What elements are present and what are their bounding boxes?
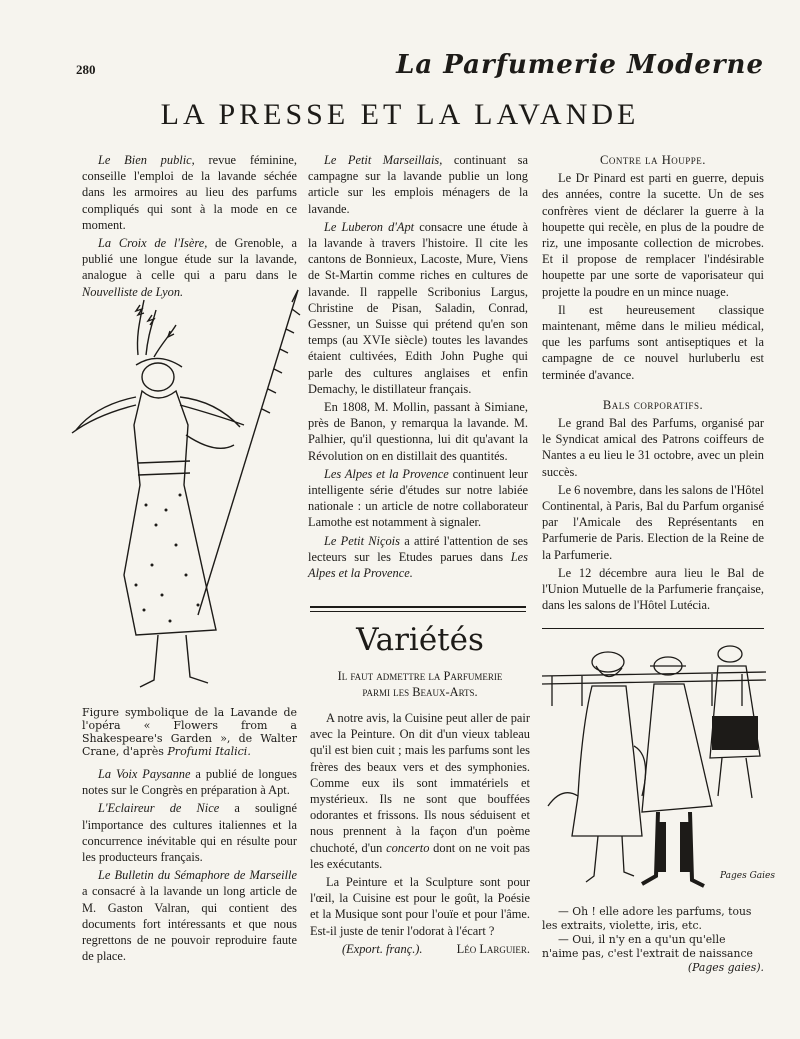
caption-line: — Oh ! elle adore les parfums, tous les extraits, violette, iris, etc. — [542, 905, 752, 932]
paragraph: Le grand Bal des Parfums, organisé par le Syndicat amical des Patrons coiffeurs de Nantes a eu lieu le 31 octobre, avec un plein succès. — [542, 416, 764, 479]
paragraph: Le Petit Marseillais, continuant sa campagne sur la lavande publie un long article sur les emplois ménagers de la lavande. — [308, 153, 528, 216]
caption-source: (Pages gaies). — [687, 961, 764, 974]
figure-caption: Figure symbolique de la Lavande de l'opéra « Flowers from a Shakespeare's Garden », de Walter Crane, d'après Profumi Italici. — [82, 706, 297, 758]
paragraph: La Peinture et la Sculpture sont pour l'œil, la Cuisine est pour le goût, la Poésie et la Musique sont pour l'ouïe et pour l'âme. Est-il juste de tenir l'odorat à l'écart ? — [310, 875, 530, 938]
page-number: 280 — [76, 62, 96, 77]
paragraph: Il est heureusement classique maintenant, même dans le milieu médical, que les parfums sont antiseptiques et la campagne de ce nouvel hurluberlu est terminée d'avance. — [542, 302, 764, 382]
paragraph: L'Eclaireur de Nice a souligné l'importance des cultures italiennes et la concurrence inévitable qui en résulte pour les producteurs français. — [82, 801, 298, 865]
section-heading: Contre la Houppe. — [600, 153, 706, 167]
cartoon-signature: Pages Gaies — [720, 871, 775, 881]
column-2-bottom — [310, 710, 530, 959]
double-rule-bottom — [310, 611, 526, 612]
paragraph: La Croix de l'Isère, de Grenoble, a publié une longue étude sur la lavande, analogue à celle qui a paru dans le Nouvelliste de Lyon. — [82, 236, 297, 299]
paragraph: Les Alpes et la Provence continuent leur intelligente série d'études sur notre labiée nationale : un article de notre collaborateur Lamothe est notamment à signaler. — [308, 466, 529, 530]
section-title-varietes: Variétés — [356, 622, 484, 658]
paragraph: Le Petit Niçois a attiré l'attention de ses lecteurs sur les Etudes parues dans Les Alpes et la Provence. — [308, 533, 528, 581]
paragraph: Le 6 novembre, dans les salons de l'Hôtel Continental, à Paris, Bal du Parfum organisé par l'Amicale des Représentants en Parfumerie de Paris. Election de la Reine de la Parfumerie. — [542, 482, 764, 562]
section-heading: Bals corporatifs. — [602, 397, 704, 412]
paragraph: A notre avis, la Cuisine peut aller de pair avec la Peinture. On dit d'un vieux tableau qu'il est bien cuit ; mais les parfums sont les frères des beaux vers et des symphonies. Comme eux ils sont immatériels et mystérieux. Ils ne sont que bouffées odorantes et frissons. Ils nous séduisent et nous prennent à la façon d'un poème chuchoté, d'un concerto dont on ne voit pas les exécutants. — [310, 711, 530, 871]
lavender-figure-illustration — [66, 285, 306, 700]
column-1-top — [82, 152, 297, 302]
column-3-rule — [542, 628, 764, 629]
paragraph: Le Luberon d'Apt consacre une étude à la lavande à travers l'histoire. Il cite les cantons de Bonnieux, Lacoste, Mure, Viens de St-Martin comme riches en cultures de lavande. Il rappelle Scribonius Largus, Christine de Pisan, Saladin, Conrad, Gessner, un Suisse qui prétend qu'en son temps (au XVIe siècle) toutes les lavandes étaient cultivées, Edith John Pughe qui parle des cultures anglaises et enfin Demachy, le distillateur français. — [308, 219, 529, 396]
column-3 — [542, 152, 764, 615]
varietes-subtitle: Il faut admettre la Parfumerie parmi les Beaux-Arts. — [337, 669, 503, 699]
cartoon-illustration — [542, 636, 775, 898]
paragraph: En 1808, M. Mollin, passant à Simiane, près de Banon, y remarqua la lavande. M. Palhier, qu'il questionna, lui dit qu'avant la Révolution on en distillait des quantités. — [308, 400, 528, 463]
cartoon-caption — [542, 905, 764, 975]
signature-line: (Export. franç.). Léo Larguier. — [342, 941, 530, 956]
paragraph: Le Bulletin du Sémaphore de Marseille a consacré à la lavande un long article de M. Gaston Valran, qui contient des documents fort intéressants et que nous regrettons de ne pouvoir reproduire faute de place. — [82, 868, 297, 964]
magazine-title: La Parfumerie Moderne — [396, 50, 764, 80]
column-2-top — [308, 152, 528, 583]
column-1-bottom — [82, 766, 297, 966]
caption-line: — Oui, il n'y en a qu'un qu'elle n'aime pas, c'est l'extrait de naissance — [542, 933, 753, 960]
double-rule-top — [310, 606, 526, 608]
article-title: LA PRESSE ET LA LAVANDE — [160, 98, 640, 131]
paragraph: Le Bien public, revue féminine, conseille l'emploi de la lavande séchée dans les armoires au lieu des parfums compliqués qui sont à la mode en ce moment. — [82, 153, 297, 232]
paragraph: Le 12 décembre aura lieu le Bal de l'Union Mutuelle de la Parfumerie française, dans les salons de l'Hôtel Lutécia. — [542, 565, 764, 613]
paragraph: Le Dr Pinard est parti en guerre, depuis des années, contre la sucette. Un de ses confrères vient de déclarer la guerre à la houpette qui recèle, en plus de la poudre de riz, une imposante collection de microbes. Et il propose de remplacer l'indésirable houpette par une sorte de vaporisateur qui projette la poudre en un mince nuage. — [542, 171, 764, 299]
paragraph: La Voix Paysanne a publié de longues notes sur le Congrès en préparation à Apt. — [82, 767, 297, 798]
